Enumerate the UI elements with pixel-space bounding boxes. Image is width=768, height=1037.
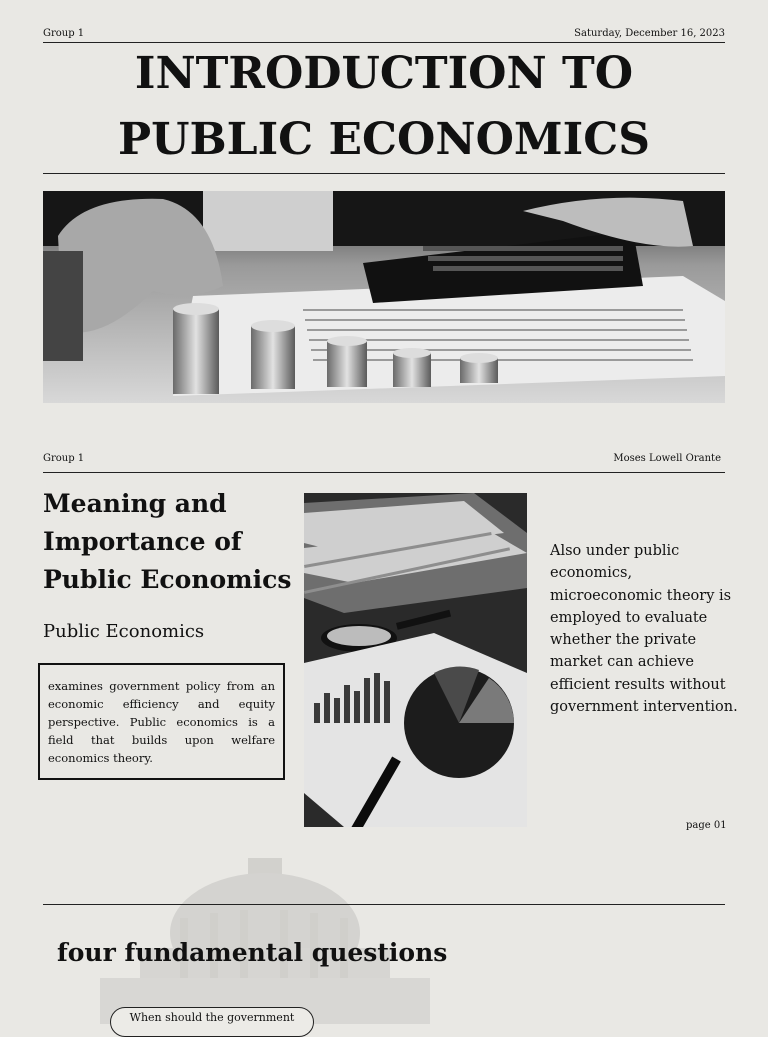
meaning-heading-line-3: Public Economics	[43, 565, 292, 594]
title-line-2: PUBLIC ECONOMICS	[117, 114, 651, 165]
definition-box	[38, 663, 285, 780]
header-group: Group 1	[43, 28, 85, 39]
questions-heading: four fundamental questions	[57, 938, 448, 967]
side-image	[304, 493, 527, 827]
meaning-heading-line-2: Importance of	[43, 527, 242, 556]
question-pill-text: When should the government	[129, 1011, 295, 1024]
header-rule	[43, 42, 725, 43]
hero-image	[43, 191, 725, 403]
page-number: page 01	[686, 820, 727, 831]
section-group: Group 1	[43, 453, 85, 464]
section-author: Moses Lowell Orante	[613, 453, 721, 464]
title-rule	[43, 173, 725, 174]
questions-rule	[43, 904, 725, 905]
question-pill	[110, 1007, 314, 1037]
charts-documents-photo	[304, 493, 527, 827]
section-rule	[43, 472, 725, 473]
title-line-1: INTRODUCTION TO	[134, 48, 634, 99]
coins-calculator-photo	[43, 191, 725, 403]
meaning-heading	[43, 485, 293, 599]
right-paragraph: Also under public economics, microeconomic theory is employed to evaluate whether the private market can achieve efficient results without government intervention.	[550, 543, 738, 716]
header-date: Saturday, December 16, 2023	[574, 28, 725, 39]
meaning-heading-line-1: Meaning and	[43, 489, 227, 518]
meaning-subheading: Public Economics	[43, 621, 205, 642]
definition-text: examines government policy from an economic efficiency and equity perspective. Public economics is a field that builds upon welfare economics theory.	[48, 679, 275, 765]
